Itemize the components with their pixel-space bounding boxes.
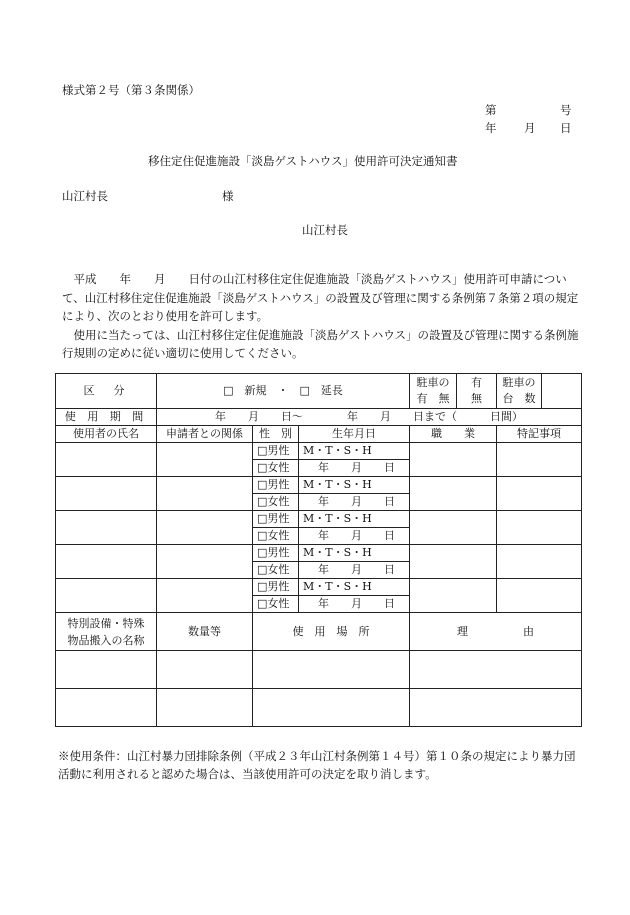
special-item-place-cell[interactable] <box>253 689 410 727</box>
period-value[interactable]: 年 月 日～ 年 月 日まで（ 日間） <box>157 409 582 426</box>
birth-ymd[interactable]: 年 月 日 <box>299 494 410 511</box>
special-item-qty-cell[interactable] <box>157 651 253 689</box>
birth-era[interactable]: M・T・S・H <box>299 477 410 494</box>
user-relation-cell[interactable] <box>157 443 253 477</box>
usage-condition-note: ※使用条件：山江村暴力団排除条例（平成２３年山江村条例第１４号）第１０条の規定により暴力団活動に利用されると認めた場合は、当該使用許可の決定を取り消します。 <box>58 749 576 781</box>
parking-umu-label-line2: 有 無 <box>416 392 450 405</box>
user-job-cell[interactable] <box>410 545 497 579</box>
birth-ymd[interactable]: 年 月 日 <box>299 460 410 477</box>
user-job-cell[interactable] <box>410 477 497 511</box>
header-name: 使用者の氏名 <box>56 426 157 443</box>
header-relation: 申請者との関係 <box>157 426 253 443</box>
quantity-header: 数量等 <box>157 613 253 651</box>
special-items-label <box>56 613 157 651</box>
birth-ymd[interactable]: 年 月 日 <box>299 562 410 579</box>
body-text <box>62 270 582 363</box>
user-notes-cell[interactable] <box>497 579 582 613</box>
header-notes: 特記事項 <box>497 426 582 443</box>
user-job-cell[interactable] <box>410 511 497 545</box>
gender-female-checkbox[interactable]: □女性 <box>253 562 299 579</box>
special-item-name-cell[interactable] <box>56 689 157 727</box>
special-item-reason-cell[interactable] <box>410 689 582 727</box>
parking-no: 無 <box>471 392 482 405</box>
user-job-cell[interactable] <box>410 579 497 613</box>
gender-female-checkbox[interactable]: □女性 <box>253 494 299 511</box>
date-day: 日 <box>560 121 572 135</box>
birth-era[interactable]: M・T・S・H <box>299 545 410 562</box>
user-name-cell[interactable] <box>56 443 157 477</box>
parking-umu-label <box>410 374 457 409</box>
special-item-reason-cell[interactable] <box>410 651 582 689</box>
special-item-qty-cell[interactable] <box>157 689 253 727</box>
body-paragraph-1: 平成 年 月 日付の山江村移住定住促進施設「淡島ゲストハウス」使用許可申請について、山江村移住定住促進施設「淡島ゲストハウス」の設置及び管理に関する条例第７条第２項の規定により、次のとおり使用を許可します。 <box>62 272 579 323</box>
header-birth: 生年月日 <box>299 426 410 443</box>
user-name-cell[interactable] <box>56 511 157 545</box>
special-item-place-cell[interactable] <box>253 651 410 689</box>
reason-header: 理 由 <box>410 613 582 651</box>
parking-umu-value[interactable] <box>457 374 497 409</box>
gender-male-checkbox[interactable]: □男性 <box>253 545 299 562</box>
parking-count-value[interactable] <box>542 374 582 409</box>
form-number: 様式第２号（第３条関係） <box>62 83 200 97</box>
user-name-cell[interactable] <box>56 477 157 511</box>
place-header: 使 用 場 所 <box>253 613 410 651</box>
special-items-label-line1: 特別設備・特殊 <box>67 616 145 630</box>
doc-number-suffix: 号 <box>560 103 572 117</box>
parking-yes: 有 <box>471 376 482 389</box>
user-job-cell[interactable] <box>410 443 497 477</box>
gender-male-checkbox[interactable]: □男性 <box>253 579 299 596</box>
period-label: 使 用 期 間 <box>56 409 157 426</box>
special-item-name-cell[interactable] <box>56 651 157 689</box>
addressee-name: 山江村長 <box>62 189 108 203</box>
gender-male-checkbox[interactable]: □男性 <box>253 443 299 460</box>
date-month: 月 <box>524 121 536 135</box>
document-title: 移住定住促進施設「淡島ゲストハウス」使用許可決定通知書 <box>148 154 458 168</box>
gender-female-checkbox[interactable]: □女性 <box>253 596 299 613</box>
usage-table <box>55 373 582 727</box>
user-relation-cell[interactable] <box>157 477 253 511</box>
kubun-options[interactable]: □ 新規 ・ □ 延長 <box>157 374 410 409</box>
header-job: 職 業 <box>410 426 497 443</box>
user-notes-cell[interactable] <box>497 477 582 511</box>
user-relation-cell[interactable] <box>157 511 253 545</box>
user-relation-cell[interactable] <box>157 545 253 579</box>
user-name-cell[interactable] <box>56 545 157 579</box>
parking-count-label-line1: 駐車の <box>502 376 536 389</box>
birth-era[interactable]: M・T・S・H <box>299 579 410 596</box>
gender-female-checkbox[interactable]: □女性 <box>253 460 299 477</box>
special-items-label-line2: 物品搬入の名称 <box>67 633 145 647</box>
birth-era[interactable]: M・T・S・H <box>299 511 410 528</box>
parking-count-label <box>497 374 542 409</box>
user-notes-cell[interactable] <box>497 545 582 579</box>
gender-male-checkbox[interactable]: □男性 <box>253 511 299 528</box>
birth-ymd[interactable]: 年 月 日 <box>299 528 410 545</box>
date-year: 年 <box>485 121 497 135</box>
user-relation-cell[interactable] <box>157 579 253 613</box>
birth-era[interactable]: M・T・S・H <box>299 443 410 460</box>
issuer-name: 山江村長 <box>302 223 348 237</box>
gender-female-checkbox[interactable]: □女性 <box>253 528 299 545</box>
doc-number-prefix: 第 <box>485 103 497 117</box>
body-paragraph-2: 使用に当たっては、山江村移住定住促進施設「淡島ゲストハウス」の設置及び管理に関する条例施行規則の定めに従い適切に使用してください。 <box>62 327 579 360</box>
parking-umu-label-line1: 駐車の <box>416 376 450 389</box>
birth-ymd[interactable]: 年 月 日 <box>299 596 410 613</box>
user-notes-cell[interactable] <box>497 511 582 545</box>
header-gender: 性 別 <box>253 426 299 443</box>
addressee-honorific: 様 <box>222 189 234 203</box>
kubun-label: 区 分 <box>56 374 157 409</box>
parking-count-label-line2: 台 数 <box>502 392 536 405</box>
user-notes-cell[interactable] <box>497 443 582 477</box>
gender-male-checkbox[interactable]: □男性 <box>253 477 299 494</box>
user-name-cell[interactable] <box>56 579 157 613</box>
